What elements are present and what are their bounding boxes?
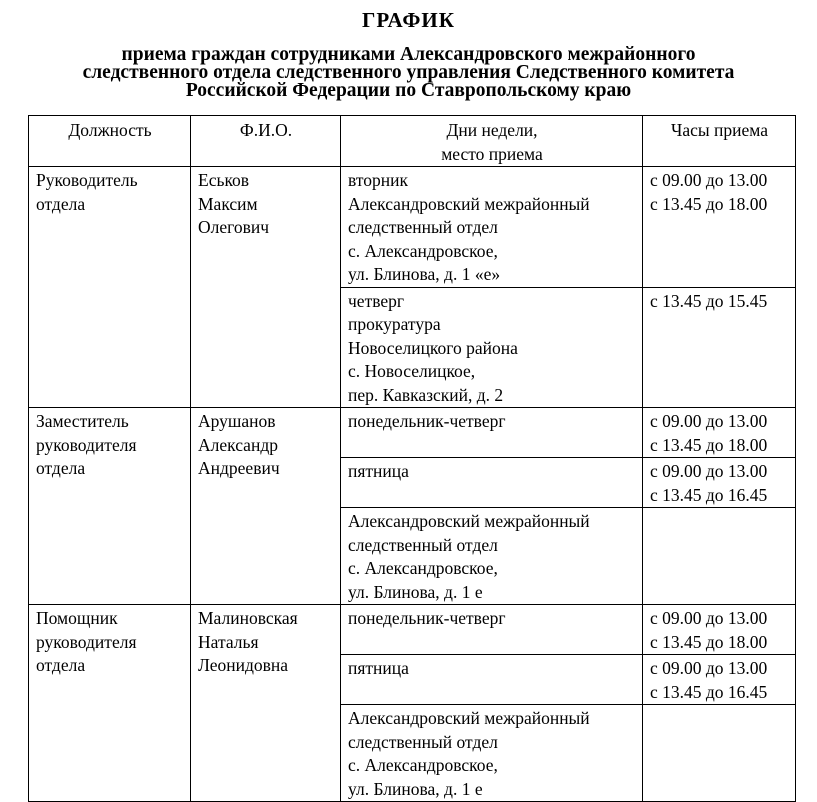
hours-line: с 13.45 до 18.00	[650, 434, 768, 455]
hours-line: с 13.45 до 16.45	[650, 681, 768, 702]
schedule-table	[28, 115, 796, 802]
days-place-line: ул. Блинова, д. 1 «е»	[348, 264, 501, 284]
fio-line: Александр	[198, 434, 278, 455]
header-days-line: Дни недели,	[446, 120, 538, 140]
position-line: руководителя	[36, 434, 137, 455]
days-place-line: понедельник-четверг	[348, 411, 506, 431]
position-line: Помощник	[36, 608, 118, 628]
fio-line: Арушанов	[198, 411, 276, 431]
days-place-cell	[341, 655, 643, 705]
fio-line: Андреевич	[198, 458, 280, 478]
days-place-line: понедельник-четверг	[348, 608, 506, 628]
days-place-line: следственный отдел	[348, 217, 498, 237]
hours-line: с 09.00 до 13.00	[650, 170, 768, 190]
days-place-line: Александровский межрайонный	[348, 193, 590, 214]
days-place-line: Александровский межрайонный	[348, 708, 590, 728]
days-place-line: Новоселицкого района	[348, 337, 518, 358]
position-line: отдела	[36, 193, 86, 214]
fio-cell	[191, 605, 341, 802]
position-cell	[29, 167, 191, 408]
days-place-cell	[341, 167, 643, 288]
position-cell	[29, 408, 191, 605]
hours-line: с 09.00 до 13.00	[650, 608, 768, 628]
table-header-row	[29, 116, 796, 167]
days-place-line: с. Александровское,	[348, 240, 498, 261]
header-days	[341, 116, 643, 167]
days-place-line: вторник	[348, 170, 408, 190]
days-place-cell	[341, 458, 643, 508]
hours-line: с 13.45 до 15.45	[650, 290, 768, 311]
header-position: Должность	[29, 116, 191, 167]
hours-line: с 13.45 до 18.00	[650, 193, 768, 214]
header-fio: Ф.И.О.	[191, 116, 341, 167]
subtitle-line: приема граждан сотрудниками Александровского межрайонного	[121, 44, 696, 65]
days-place-line: ул. Блинова, д. 1 е	[348, 581, 483, 602]
days-place-cell	[341, 705, 643, 802]
fio-line: Максим	[198, 193, 258, 214]
header-days-line: место приема	[441, 143, 543, 164]
hours-line: с 13.45 до 18.00	[650, 631, 768, 652]
days-place-line: с. Александровское,	[348, 558, 498, 578]
days-place-line: следственный отдел	[348, 534, 498, 555]
table-row	[29, 408, 796, 458]
hours-cell	[643, 508, 796, 605]
fio-line: Леонидовна	[198, 655, 289, 675]
subtitle-line: Российской Федерации по Ставропольскому краю	[185, 80, 632, 101]
days-place-line: прокуратура	[348, 314, 441, 334]
position-line: отдела	[36, 655, 86, 675]
days-place-line: пятница	[348, 461, 409, 481]
days-place-line: ул. Блинова, д. 1 е	[348, 778, 483, 799]
fio-line: Еськов	[198, 170, 250, 190]
hours-line: с 13.45 до 16.45	[650, 484, 768, 505]
hours-cell	[643, 167, 796, 288]
days-place-cell	[341, 408, 643, 458]
fio-line: Наталья	[198, 631, 259, 652]
days-place-cell	[341, 508, 643, 605]
hours-line: с 09.00 до 13.00	[650, 411, 768, 431]
hours-cell	[643, 458, 796, 508]
hours-cell	[643, 605, 796, 655]
days-place-line: с. Александровское,	[348, 755, 498, 775]
days-place-line: с. Новоселицкое,	[348, 361, 476, 381]
position-line: руководителя	[36, 631, 137, 652]
fio-cell	[191, 408, 341, 605]
subtitle-line: следственного отдела следственного управления Следственного комитета	[82, 62, 735, 83]
document-title: ГРАФИК	[362, 8, 455, 32]
hours-line: с 09.00 до 13.00	[650, 658, 768, 678]
position-line: Заместитель	[36, 411, 129, 431]
hours-cell	[643, 287, 796, 408]
days-place-line: Александровский межрайонный	[348, 511, 590, 531]
table-row	[29, 167, 796, 288]
hours-cell	[643, 655, 796, 705]
position-line: Руководитель	[36, 170, 138, 190]
hours-cell	[643, 408, 796, 458]
table-row	[29, 605, 796, 655]
days-place-line: пер. Кавказский, д. 2	[348, 384, 504, 405]
fio-line: Малиновская	[198, 608, 298, 628]
days-place-cell	[341, 287, 643, 408]
position-line: отдела	[36, 458, 86, 478]
header-hours: Часы приема	[643, 116, 796, 167]
days-place-line: пятница	[348, 658, 409, 678]
fio-line: Олегович	[198, 217, 270, 237]
document-subtitle	[20, 46, 797, 100]
fio-cell	[191, 167, 341, 408]
hours-line: с 09.00 до 13.00	[650, 461, 768, 481]
days-place-line: следственный отдел	[348, 731, 498, 752]
hours-cell	[643, 705, 796, 802]
days-place-cell	[341, 605, 643, 655]
position-cell	[29, 605, 191, 802]
days-place-line: четверг	[348, 290, 405, 311]
